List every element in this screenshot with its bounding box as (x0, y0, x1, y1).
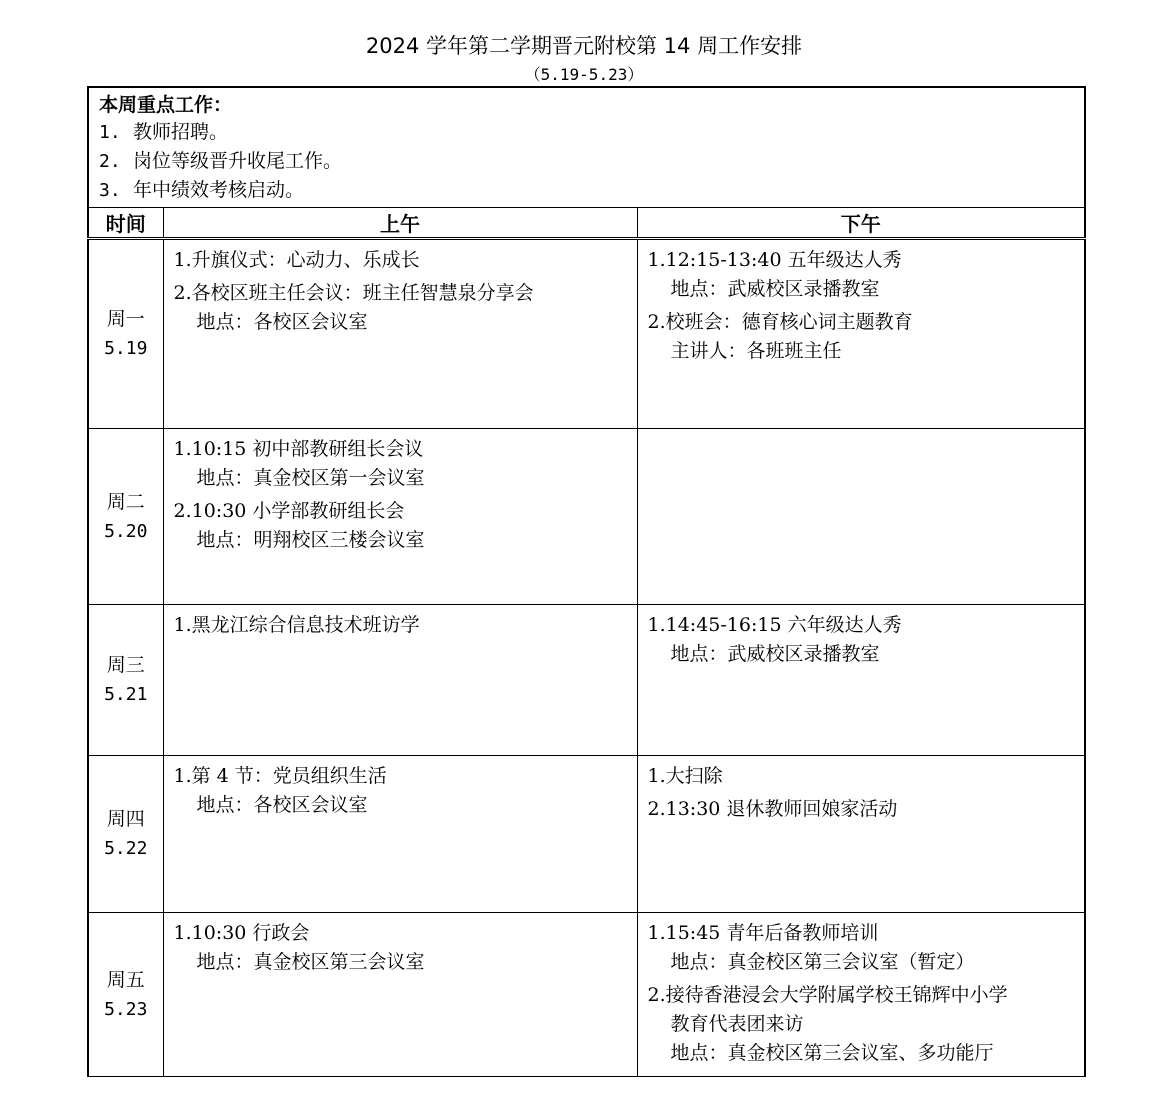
item-detail: 地点：各校区会议室 (196, 794, 368, 816)
focus-item-number: 1. (99, 122, 121, 143)
focus-item-text: 岗位等级晋升收尾工作。 (133, 150, 343, 172)
header-row (88, 208, 1085, 239)
morning-cell (163, 756, 637, 913)
day-date: 5.23 (104, 998, 148, 1020)
day-cell (88, 239, 163, 429)
schedule-item (648, 308, 1077, 366)
item-title: 2.校班会：德育核心词主题教育 (647, 311, 913, 333)
document-title: 2024 学年第二学期晋元附校第 14 周工作安排 (365, 34, 803, 58)
schedule-item (174, 279, 629, 337)
item-detail: 地点：真金校区第三会议室（暂定） (670, 951, 975, 973)
item-title: 1.12:15-13:40 五年级达人秀 (647, 249, 902, 271)
day-cell (88, 605, 163, 756)
day-label: 周二 (106, 490, 145, 513)
item-detail: 地点：各校区会议室 (196, 311, 368, 333)
item-title: 2.13:30 退休教师回娘家活动 (647, 798, 898, 820)
focus-item (99, 118, 1074, 147)
header-time: 时间 (88, 208, 163, 239)
morning-cell (163, 239, 637, 429)
day-date: 5.22 (104, 838, 148, 859)
item-detail: 主讲人：各班班主任 (670, 340, 842, 362)
day-label: 周四 (106, 808, 145, 830)
item-title: 2.接待香港浸会大学附属学校王锦辉中小学 (647, 984, 1008, 1006)
day-cell (88, 429, 163, 605)
schedule-item (648, 981, 1077, 1068)
morning-cell (163, 913, 637, 1077)
schedule-row (88, 756, 1085, 913)
schedule-item (174, 246, 629, 275)
focus-item-text: 年中绩效考核启动。 (133, 179, 305, 201)
item-title: 1.14:45-16:15 六年级达人秀 (647, 614, 902, 636)
schedule-item (174, 762, 629, 820)
schedule-table (87, 86, 1086, 1077)
item-title: 1.大扫除 (647, 765, 723, 787)
item-title: 1.10:30 行政会 (173, 922, 310, 944)
schedule-row (88, 239, 1085, 429)
schedule-item (648, 762, 1077, 791)
day-label: 周三 (106, 654, 145, 676)
item-detail: 地点：武威校区录播教室 (670, 278, 880, 300)
document-subtitle: （5.19-5.23） (524, 65, 644, 84)
item-title: 1.黑龙江综合信息技术班访学 (173, 614, 420, 636)
item-detail: 地点：真金校区第三会议室、多功能厅 (670, 1042, 994, 1064)
afternoon-cell (637, 239, 1085, 429)
item-detail: 地点：真金校区第三会议室 (196, 951, 425, 973)
schedule-item (174, 497, 629, 555)
item-detail: 地点：明翔校区三楼会议室 (196, 529, 425, 551)
day-label: 周一 (106, 308, 145, 330)
schedule-item (648, 246, 1077, 304)
day-label: 周五 (106, 968, 145, 991)
schedule-row (88, 913, 1085, 1077)
item-title: 1.15:45 青年后备教师培训 (647, 922, 879, 944)
item-detail: 教育代表团来访 (670, 1013, 804, 1035)
schedule-item (174, 919, 629, 977)
schedule-item (648, 795, 1077, 824)
item-detail: 地点：武威校区录播教室 (670, 643, 880, 665)
day-date: 5.21 (104, 684, 148, 705)
schedule-item (648, 611, 1077, 669)
schedule-item (174, 611, 629, 640)
schedule-row (88, 429, 1085, 605)
day-date: 5.19 (104, 338, 148, 359)
item-title: 2.10:30 小学部教研组长会 (173, 500, 405, 522)
item-title: 2.各校区班主任会议：班主任智慧泉分享会 (173, 282, 534, 304)
header-afternoon: 下午 (637, 208, 1085, 239)
item-title: 1.升旗仪式：心动力、乐成长 (173, 249, 420, 271)
item-detail: 地点：真金校区第一会议室 (196, 467, 425, 489)
afternoon-cell (637, 429, 1085, 605)
afternoon-cell (637, 756, 1085, 913)
focus-item-number: 3. (99, 180, 121, 201)
morning-cell (163, 605, 637, 756)
header-morning: 上午 (163, 208, 637, 239)
day-cell (88, 913, 163, 1077)
focus-row (88, 87, 1085, 208)
schedule-row (88, 605, 1085, 756)
focus-item (99, 147, 1074, 176)
afternoon-cell (637, 913, 1085, 1077)
focus-item-number: 2. (99, 151, 121, 172)
day-date: 5.20 (104, 520, 148, 542)
schedule-item (648, 919, 1077, 977)
day-cell (88, 756, 163, 913)
focus-title: 本周重点工作： (99, 94, 233, 116)
item-title: 1.第 4 节：党员组织生活 (173, 765, 387, 787)
schedule-item (174, 435, 629, 493)
afternoon-cell (637, 605, 1085, 756)
focus-item-text: 教师招聘。 (133, 121, 229, 143)
morning-cell (163, 429, 637, 605)
focus-cell (88, 87, 1085, 208)
item-title: 1.10:15 初中部教研组长会议 (173, 438, 424, 460)
focus-item (99, 176, 1074, 205)
